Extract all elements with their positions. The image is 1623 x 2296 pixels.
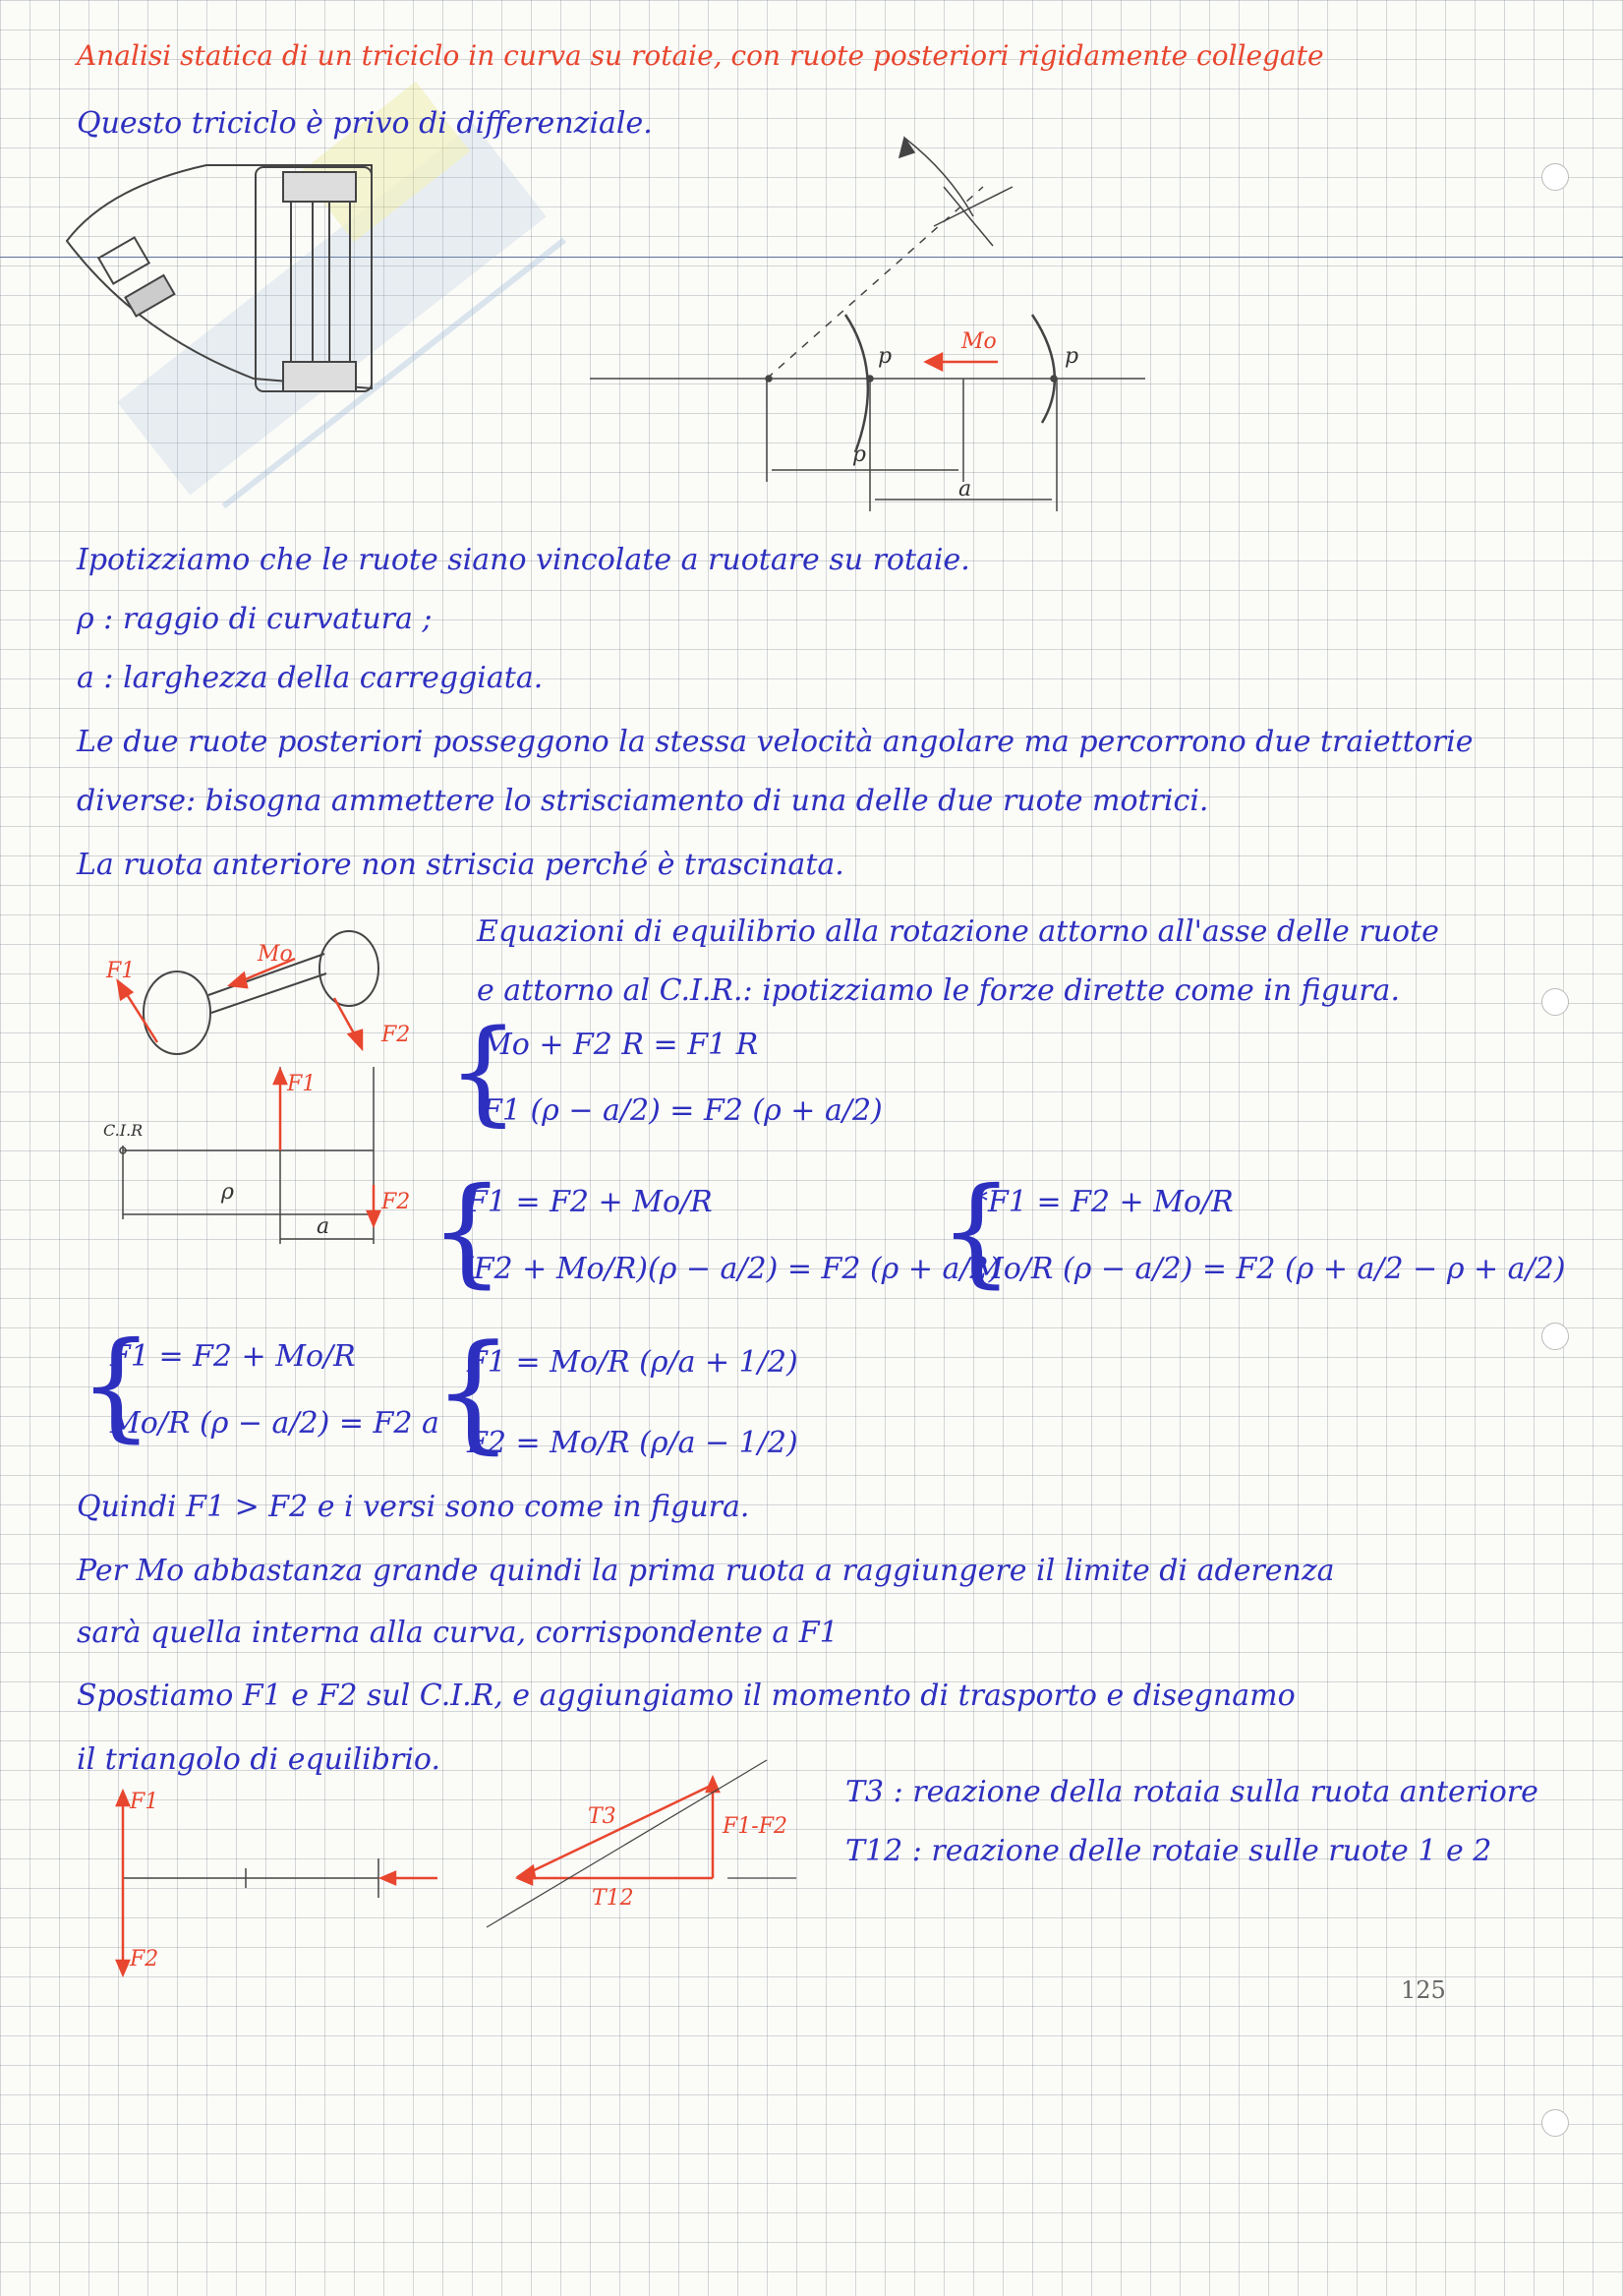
system5-eq2: F2 = Mo/R (ρ/a − 1/2) <box>467 1426 798 1460</box>
conclusion-line: Per Mo abbastanza grande quindi la prima ruota a raggiungere il limite di aderenza <box>77 1554 1335 1588</box>
label-rho-cir: ρ <box>221 1180 234 1205</box>
cir-diagram <box>120 1067 374 1244</box>
page-number: 125 <box>1401 1976 1446 2004</box>
system1-eq2: F1 (ρ − a/2) = F2 (ρ + a/2) <box>482 1093 883 1128</box>
page-title: Analisi statica di un triciclo in curva su rotaie, con ruote posteriori rigidamente collegate <box>77 39 1324 72</box>
label-t12: T12 <box>592 1886 634 1911</box>
hypothesis-text: Ipotizziamo che le ruote siano vincolate a ruotare su rotaie. <box>77 543 970 577</box>
label-f2-cir: F2 <box>381 1190 411 1214</box>
conclusion-line: sarà quella interna alla curva, corrispondente a F1 <box>77 1616 839 1650</box>
paragraph-line: diverse: bisogna ammettere lo strisciamento di una delle due ruote motrici. <box>77 784 1209 818</box>
system-brace: { <box>447 1006 520 1138</box>
conclusion-line: Spostiamo F1 e F2 sul C.I.R, e aggiungiamo il momento di trasporto e disegnamo <box>77 1678 1296 1713</box>
system3-eq2: Mo/R (ρ − a/2) = F2 (ρ + a/2 − ρ + a/2) <box>973 1252 1566 1286</box>
paragraph-line: La ruota anteriore non striscia perché è trascinata. <box>77 848 844 882</box>
def-rho: ρ : raggio di curvatura ; <box>77 602 433 636</box>
label-a-top: a <box>958 477 972 501</box>
legend-t12: T12 : reazione delle rotaie sulle ruote 1 e 2 <box>845 1834 1492 1868</box>
system2-eq2: (F2 + Mo/R)(ρ − a/2) = F2 (ρ + a/2) <box>462 1252 1001 1286</box>
equilibrium-line: Equazioni di equilibrio alla rotazione attorno all'asse delle ruote <box>477 914 1439 949</box>
system1-eq1: Mo + F2 R = F1 R <box>482 1028 759 1062</box>
label-mo-axle: Mo <box>258 942 293 967</box>
mo-arrow-top <box>926 354 998 370</box>
system-brace: { <box>939 1163 1014 1300</box>
label-mo-top: Mo <box>961 329 997 354</box>
equilibrium-line: e attorno al C.I.R.: ipotizziamo le forze dirette come in figura. <box>477 973 1400 1008</box>
bottom-diagram <box>123 1858 378 1898</box>
system3-eq1: *F1 = F2 + Mo/R <box>973 1185 1234 1219</box>
system-brace: { <box>433 1317 514 1466</box>
label-a-cir: a <box>317 1214 330 1239</box>
label-f2-bottom: F2 <box>130 1947 159 1972</box>
label-f1-cir: F1 <box>287 1072 317 1096</box>
intro-text: Questo triciclo è privo di differenziale. <box>77 106 653 141</box>
label-f1-minus-f2: F1-F2 <box>723 1814 787 1839</box>
label-f1-bottom: F1 <box>130 1790 159 1814</box>
system4-eq2: Mo/R (ρ − a/2) = F2 a <box>110 1406 439 1441</box>
tricycle-sketch <box>67 165 372 391</box>
label-f1-axle: F1 <box>106 959 136 983</box>
system2-eq1: F1 = F2 + Mo/R <box>467 1185 713 1219</box>
paragraph-line: Le due ruote posteriori posseggono la stessa velocità angolare ma percorrono due traiettorie <box>77 725 1474 759</box>
legend-t3: T3 : reazione della rotaia sulla ruota anteriore <box>845 1775 1538 1809</box>
label-f2-axle: F2 <box>381 1023 411 1047</box>
def-a: a : larghezza della carreggiata. <box>77 661 544 695</box>
label-p-right: p <box>1065 344 1079 369</box>
system-brace: { <box>430 1163 505 1300</box>
rails-diagram <box>590 138 1145 511</box>
label-p-left: p <box>878 344 893 369</box>
system-brace: { <box>79 1318 154 1454</box>
equilibrium-triangle <box>518 1778 719 1884</box>
label-t3: T3 <box>588 1804 616 1829</box>
conclusion-line: Quindi F1 > F2 e i versi sono come in figura. <box>77 1490 750 1524</box>
conclusion-line: il triangolo di equilibrio. <box>77 1742 440 1777</box>
bottom-force-arrows <box>117 1792 437 1974</box>
label-rho-top: ρ <box>853 442 866 467</box>
label-cir: C.I.R <box>103 1121 144 1140</box>
system5-eq1: F1 = Mo/R (ρ/a + 1/2) <box>467 1345 798 1380</box>
system4-eq1: F1 = F2 + Mo/R <box>110 1339 356 1374</box>
